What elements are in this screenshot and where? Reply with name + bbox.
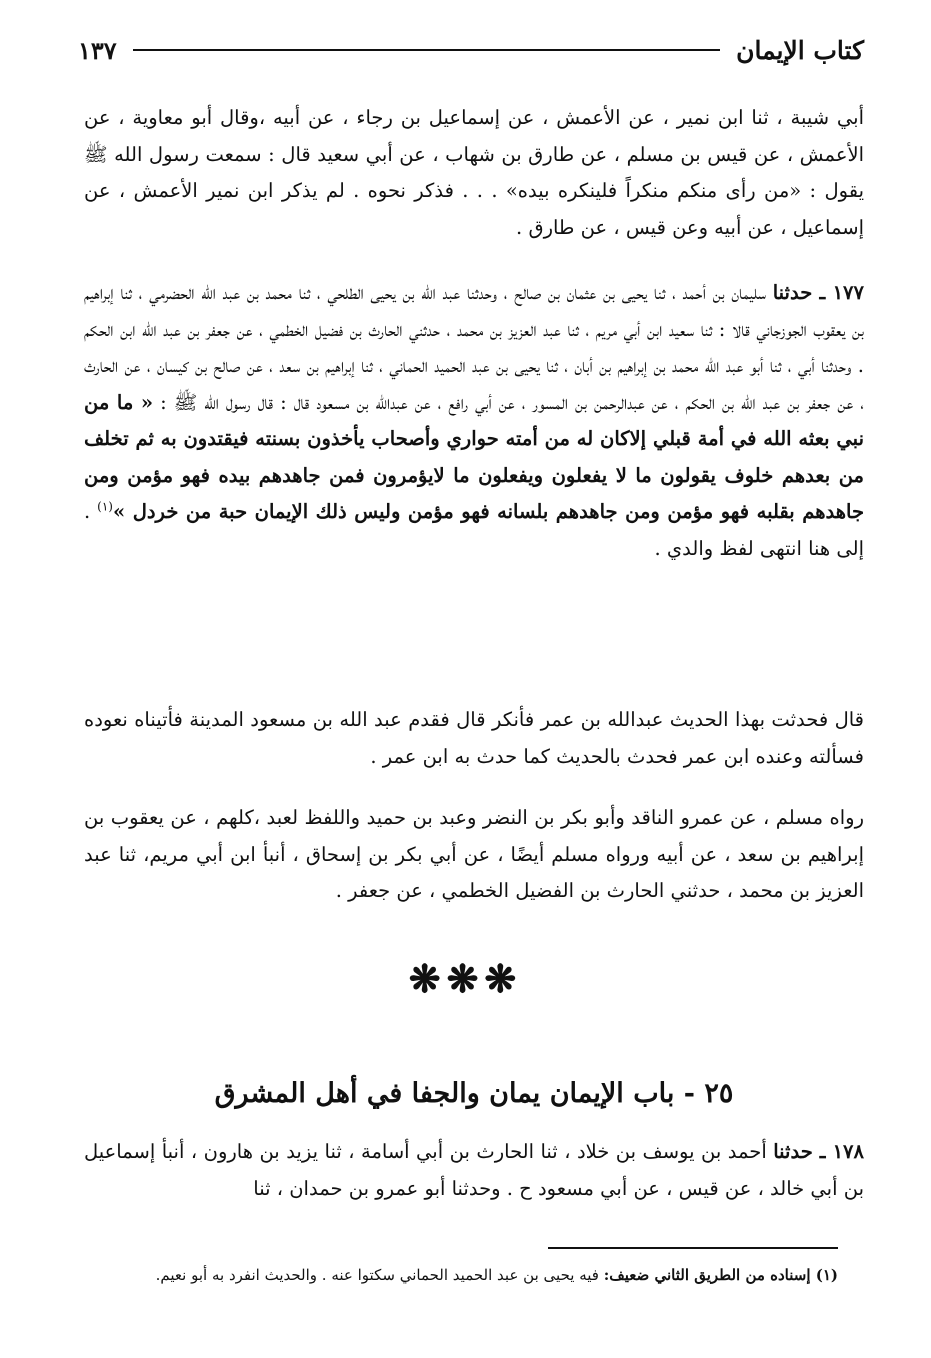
- footnote-lead: (١) إسناده من الطريق الثاني ضعيف:: [603, 1266, 838, 1284]
- chapter-heading: ٢٥ - باب الإيمان يمان والجفا في أهل المشرق: [214, 1078, 734, 1109]
- hadith-177-isnad: سليمان بن أحمد ، ثنا يحيى بن عثمان بن صالح ، وحدثنا عبد الله بن يحيى الطلحي ، ثنا محمد بن عبد الله الحضرمي ، ثنا إبراهيم بن يعقوب الجوزجاني قالا : ثنا سعيد ابن أبي مريم ، ثنا عبد العزيز بن محمد ، حدثني الحارث بن فضيل الخطمي ، عن جعفر بن عبد الله ابن الحكم . وحدثنا أبي ، ثنا أبو عبد الله محمد بن إبراهيم بن أبان ، ثنا يحيى بن عبد الحميد الحماني ، ثنا إبراهيم بن سعد ، عن صالح بن كيسان ، عن الحارث ، عن جعفر بن عبد الله بن الحكم ، عن عبدالرحمن بن المسور ، عن أبي رافع ، عن عبدالله بن مسعود قال : قال رسول الله ﷺ :: [84, 281, 864, 414]
- footnote: [100, 1262, 838, 1288]
- hadith-177: [84, 275, 864, 567]
- hadith-178-number: ١٧٨ ـ حدثنا: [773, 1140, 864, 1163]
- page-number: ١٣٧: [78, 35, 117, 65]
- hadith-178-isnad: أحمد بن يوسف بن خلاد ، ثنا الحارث بن أبي أسامة ، ثنا يزيد بن هارون ، أنبأ إسماعيل بن أبي خالد ، عن قيس ، عن أبي مسعود ح . وحدثنا أبو عمرو بن حمدان ، ثنا: [84, 1140, 864, 1200]
- section-ornament: ❋❋❋: [408, 956, 523, 1001]
- hadith-178: [84, 1134, 864, 1207]
- paragraph-narration: قال فحدثت بهذا الحديث عبدالله بن عمر فأنكر قال فقدم عبد الله بن مسعود المدينة فأتيناه نعوده فسألته وعنده ابن عمر فحدث بالحديث كما حدث به ابن عمر .: [84, 708, 864, 768]
- hadith-177-number: ١٧٧ ـ حدثنا: [772, 281, 864, 304]
- hadith-177-matn: « ما من نبي بعثه الله في أمة قبلي إلاكان له من أمته حواري وأصحاب يأخذون بسنته فيقتدون به ثم تخلف من بعدهم خلوف يقولون ما لا يفعلون ويفعلون ما لايؤمرون فمن جاهدهم بيده فهو مؤمن ومن جاهدهم بقلبه فهو مؤمن ومن جاهدهم بلسانه فهو مؤمن وليس ذلك الإيمان حبة من خردل »: [84, 390, 865, 523]
- footnote-text: فيه يحيى بن عبد الحميد الحماني سكتوا عنه . والحديث انفرد به أبو نعيم.: [155, 1266, 604, 1284]
- hadith-177-ending: . إلى هنا انتهى لفظ والدي .: [84, 500, 864, 560]
- paragraph-takhrij: رواه مسلم ، عن عمرو الناقد وأبو بكر بن النضر وعبد بن حميد واللفظ لعبد ،كلهم ، عن يعقوب بن إبراهيم بن سعد ، عن أبيه ورواه مسلم أيضًا ، عن أبي بكر بن إسحاق ، أنبأ ابن أبي مريم، ثنا عبد العزيز بن محمد ، حدثني الحارث بن الفضيل الخطمي ، عن جعفر .: [84, 806, 864, 902]
- header-rule: [133, 49, 720, 51]
- footnote-marker: (١): [97, 499, 113, 514]
- book-section-title: كتاب الإيمان: [736, 35, 864, 65]
- paragraph-continuation: أبي شيبة ، ثنا ابن نمير ، عن الأعمش ، عن إسماعيل بن رجاء ، عن أبيه ،وقال أبو معاوية ، عن الأعمش ، عن قيس بن مسلم ، عن طارق بن شهاب ، عن أبي سعيد قال : سمعت رسول الله ﷺ يقول : «من رأى منكم منكراً فلينكره بيده» . . . فذكر نحوه . لم يذكر ابن نمير الأعمش ، عن إسماعيل ، عن أبيه وعن قيس ، عن طارق .: [84, 106, 864, 239]
- running-header: [78, 30, 864, 70]
- footnote-rule: [548, 1247, 838, 1249]
